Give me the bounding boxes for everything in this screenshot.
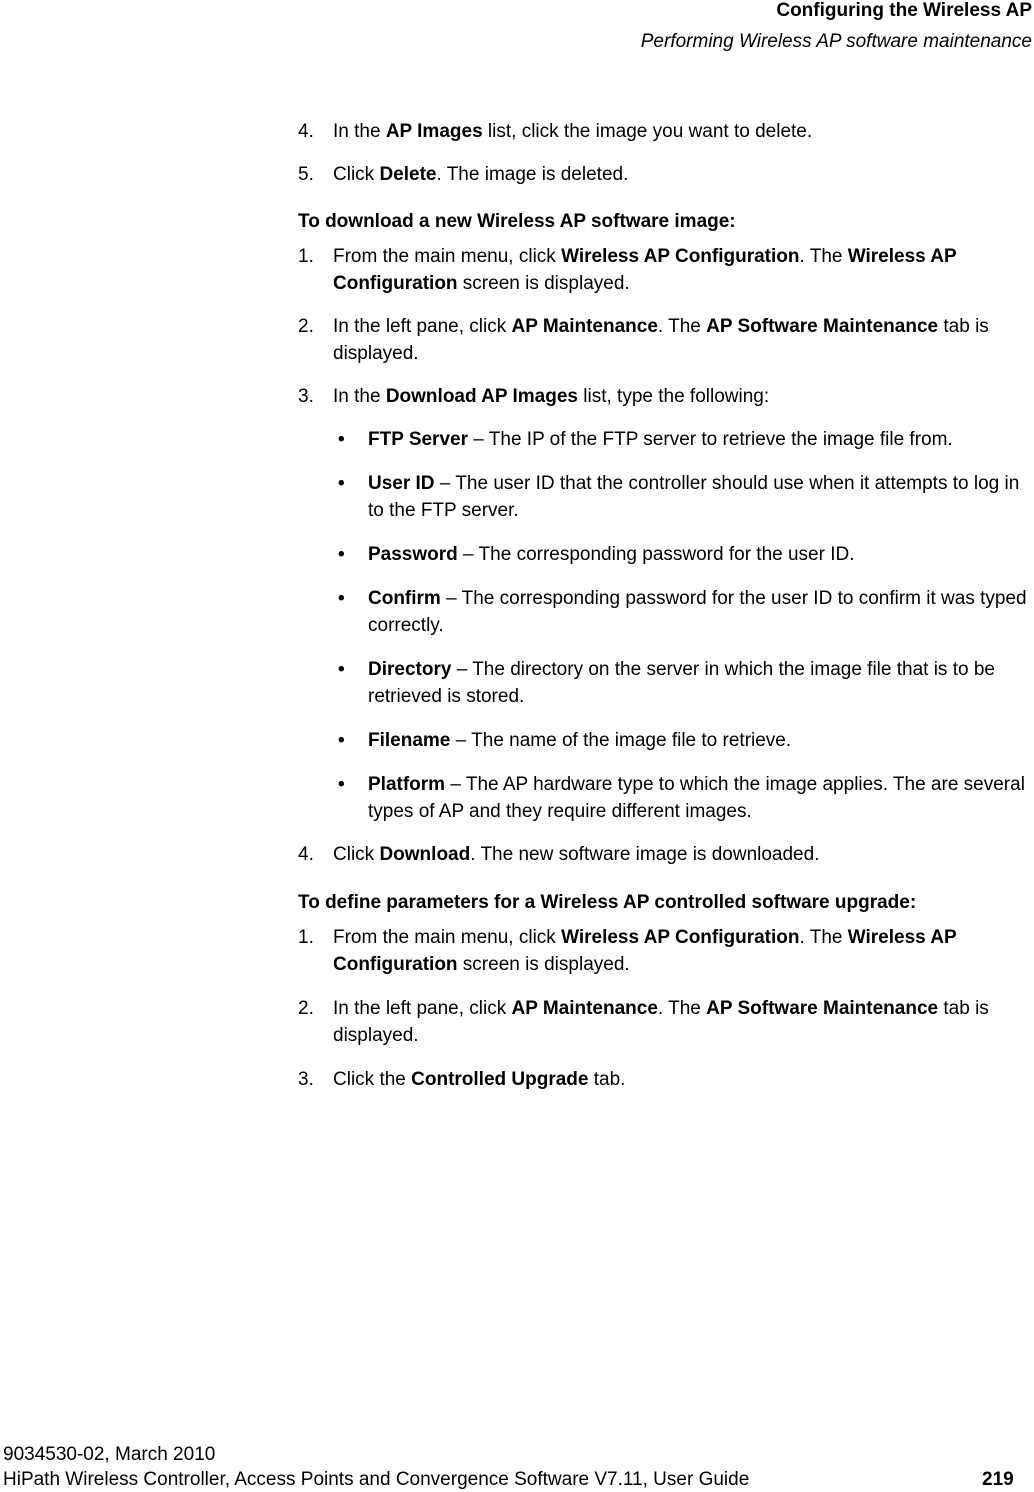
- bullet-confirm: • Confirm – The corresponding password for the user ID to confirm it was typed correctly.: [338, 588, 1027, 636]
- bullet-filename: • Filename – The name of the image file to retrieve.: [338, 730, 792, 751]
- bullet-password: • Password – The corresponding password for the user ID.: [338, 544, 855, 565]
- document-id: 9034530-02, March 2010: [3, 1444, 216, 1465]
- running-header: [641, 0, 1032, 53]
- page-content: [298, 118, 1030, 1093]
- download-step-1: 1. From the main menu, click Wireless AP Configuration. The Wireless AP Configuration screen is displayed.: [298, 246, 957, 294]
- chapter-title: Configuring the Wireless AP: [776, 0, 1032, 21]
- bullet-directory: • Directory – The directory on the server in which the image file that is to be retrieved is stored.: [338, 659, 995, 707]
- download-step-3: 3. In the Download AP Images list, type the following:: [298, 386, 770, 407]
- download-step-4: 4. Click Download. The new software image is downloaded.: [298, 844, 820, 865]
- upgrade-step-2: 2. In the left pane, click AP Maintenance. The AP Software Maintenance tab is displayed.: [298, 998, 989, 1046]
- page-footer: [3, 1442, 749, 1492]
- download-step-2: 2. In the left pane, click AP Maintenance. The AP Software Maintenance tab is displayed.: [298, 316, 989, 364]
- upgrade-step-1: 1. From the main menu, click Wireless AP Configuration. The Wireless AP Configuration screen is displayed.: [298, 927, 957, 975]
- step-5-click-delete: 5. Click Delete. The image is deleted.: [298, 164, 629, 185]
- bullet-user-id: • User ID – The user ID that the controller should use when it attempts to log in to the FTP server.: [338, 473, 1020, 521]
- upgrade-step-3: 3. Click the Controlled Upgrade tab.: [298, 1069, 626, 1090]
- bullet-platform: • Platform – The AP hardware type to which the image applies. The are several types of AP and they require different images.: [338, 774, 1025, 822]
- page-number: 219: [982, 1469, 1014, 1490]
- bullet-ftp-server: • FTP Server – The IP of the FTP server to retrieve the image file from.: [338, 429, 953, 450]
- upgrade-procedure-heading: To define parameters for a Wireless AP controlled software upgrade:: [298, 892, 917, 913]
- download-procedure-heading: To download a new Wireless AP software image:: [298, 211, 736, 232]
- section-title: Performing Wireless AP software maintenance: [640, 31, 1032, 52]
- step-4-select-image: 4. In the AP Images list, click the image you want to delete.: [298, 121, 813, 142]
- guide-title: HiPath Wireless Controller, Access Points and Convergence Software V7.11, User Guide: [3, 1469, 750, 1490]
